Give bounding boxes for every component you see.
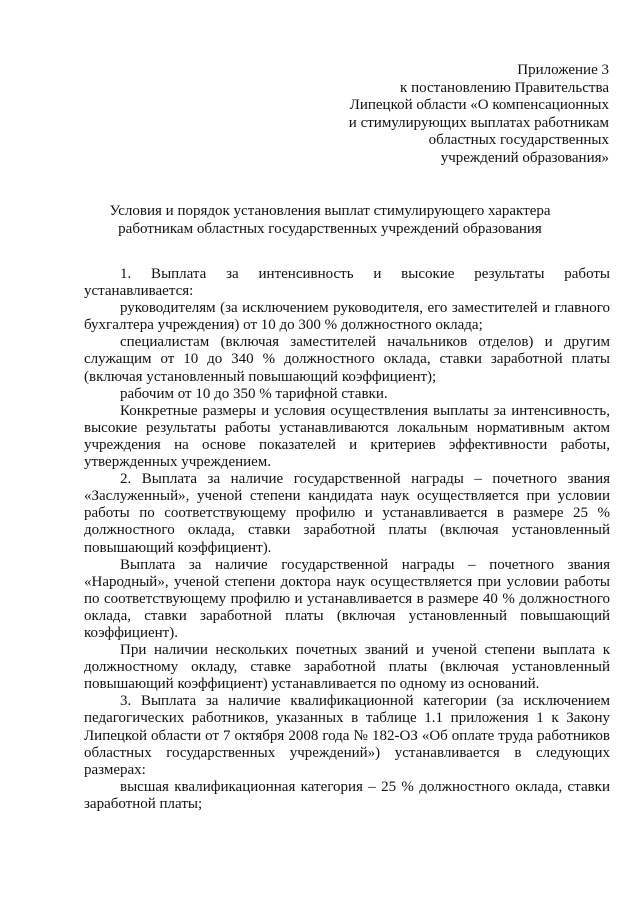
paragraph: При наличии нескольких почетных званий и ученой степени выплата к должностному окладу, ставке заработной платы (включая установленный повышающий коэффициент) устанавливается по одному из оснований.: [84, 642, 610, 693]
paragraph: 3. Выплата за наличие квалификационной категории (за исключением педагогических работников, указанных в таблице 1.1 приложения 1 к Закону Липецкой области от 7 октября 2008 года № 182-ОЗ «Об оплате труда работников областных государственных учреждений») устанавливается в следующих размерах:: [84, 693, 610, 778]
appendix-header: [309, 62, 609, 168]
appendix-line: Липецкой области «О компенсационных: [349, 97, 609, 114]
appendix-line: учреждений образования»: [440, 149, 609, 166]
appendix-line: областных государственных: [428, 132, 609, 149]
document-title: [60, 202, 600, 238]
appendix-line: и стимулирующих выплатах работникам: [348, 114, 609, 131]
title-line: Условия и порядок установления выплат стимулирующего характера: [109, 203, 551, 219]
paragraph: 1. Выплата за интенсивность и высокие результаты работы устанавливается:: [84, 266, 610, 300]
paragraph: специалистам (включая заместителей начальников отделов) и другим служащим от 10 до 340 % должностного оклада, ставки заработной платы (включая установленный повышающий коэффициент);: [84, 334, 610, 385]
appendix-line: Приложение 3: [517, 62, 609, 78]
paragraph: высшая квалификационная категория – 25 % должностного оклада, ставки заработной платы;: [84, 778, 610, 812]
appendix-line: к постановлению Правительства: [400, 79, 609, 96]
paragraph: Выплата за наличие государственной награды – почетного звания «Народный», ученой степени доктора наук осуществляется при условии работы по соответствующему профилю и устанавливается в размере 40 % должностного оклада, ставки заработной платы (включая установленный повышающий коэффициент).: [84, 556, 610, 641]
title-line: работникам областных государственных учреждений образования: [118, 221, 542, 237]
document-body: [84, 266, 610, 813]
paragraph: руководителям (за исключением руководителя, его заместителей и главного бухгалтера учреждения) от 10 до 300 % должностного оклада;: [84, 300, 610, 334]
paragraph: 2. Выплата за наличие государственной награды – почетного звания «Заслуженный», ученой степени кандидата наук осуществляется при условии работы по соответствующему профилю и устанавливается в размере 25 % должностного оклада, ставки заработной платы (включая установленный повышающий коэффициент).: [84, 471, 610, 556]
paragraph: Конкретные размеры и условия осуществления выплаты за интенсивность, высокие результаты работы устанавливаются локальным нормативным актом учреждения на основе показателей и критериев эффективности работы, утвержденных учреждением.: [84, 402, 610, 471]
paragraph: рабочим от 10 до 350 % тарифной ставки.: [120, 385, 388, 402]
